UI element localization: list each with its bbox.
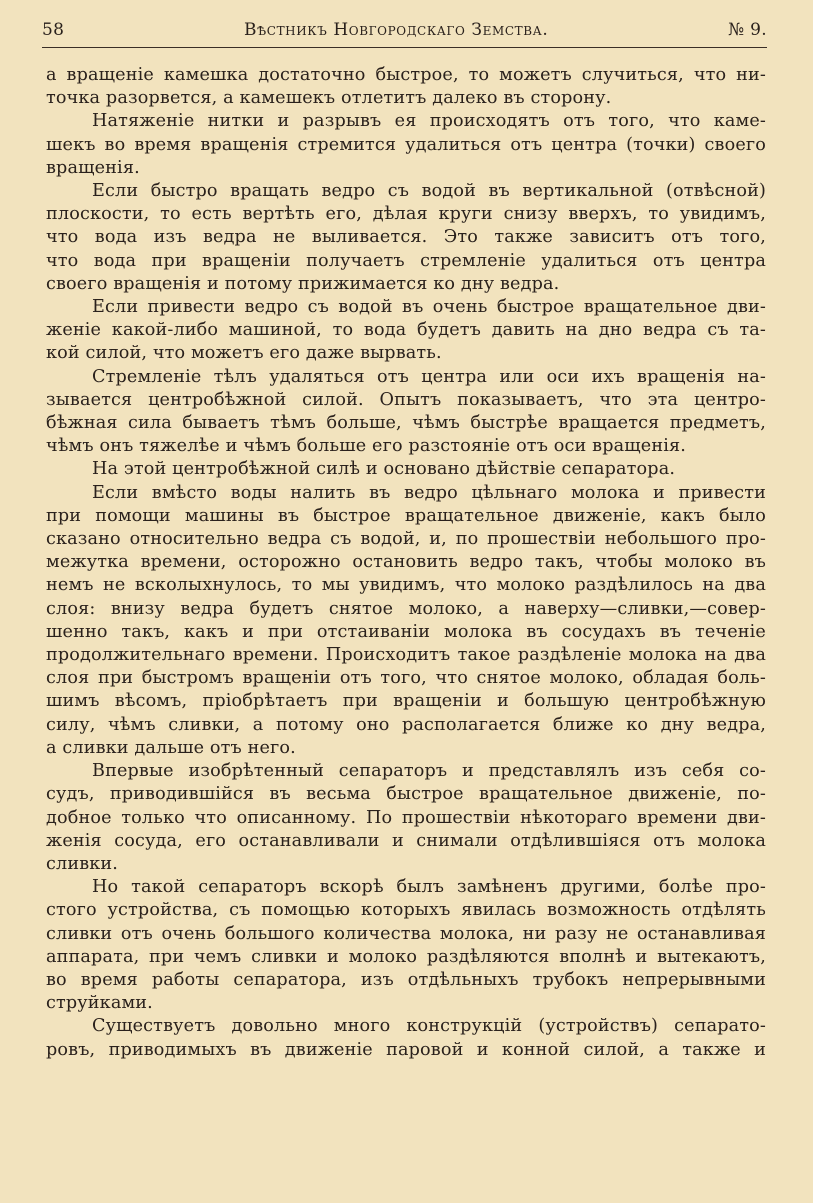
text-line: На этой центробѣжной силѣ и основано дѣйствіе сепаратора. [92, 459, 676, 480]
text-line: стого устройства, съ помощью которыхъ явилась возможность отдѣлять [46, 900, 766, 921]
text-line: Впервые изобрѣтенный сепараторъ и представлялъ изъ себя со- [92, 761, 766, 782]
page-number: 58 [42, 20, 65, 40]
issue-number: № 9. [728, 20, 767, 40]
running-header [42, 20, 767, 48]
text-line: струйками. [46, 993, 153, 1014]
text-line: зывается центробѣжной силой. Опытъ показываетъ, что эта центро- [46, 389, 766, 410]
text-line: что вода при вращеніи получаетъ стремленіе удалиться отъ центра [46, 250, 766, 271]
header-rule [42, 47, 767, 48]
text-line: женіе какой-либо машиной, то вода будетъ давить на дно ведра съ та- [46, 320, 766, 341]
text-line: шекъ во время вращенія стремится удалиться отъ центра (точки) своего [46, 134, 766, 155]
text-line: Если быстро вращать ведро съ водой въ вертикальной (отвѣсной) [92, 181, 766, 202]
text-line: вращенія. [46, 157, 140, 178]
text-line: сливки отъ очень большого количества молока, ни разу не останавливая [46, 923, 766, 944]
text-line: Натяженіе нитки и разрывъ ея происходятъ отъ того, что каме- [92, 111, 766, 132]
text-line: силу, чѣмъ сливки, а потому оно располагается ближе ко дну ведра, [46, 714, 766, 735]
journal-title: Вѣстникъ Новгородскаго Земства. [243, 20, 549, 40]
text-line: добное только что описанному. По прошествіи нѣкотораго времени дви- [46, 807, 766, 828]
text-line: сказано относительно ведра съ водой, и, по прошествіи небольшого про- [46, 529, 766, 550]
article-body [46, 64, 766, 1062]
text-line: а вращеніе камешка достаточно быстрое, то можетъ случиться, что ни- [46, 65, 766, 85]
text-line: судъ, приводившійся въ весьма быстрое вращательное движеніе, по- [46, 784, 766, 805]
text-line: женія сосуда, его останавливали и снимали отдѣлившіяся отъ молока [46, 830, 766, 851]
text-line: что вода изъ ведра не выливается. Это также зависитъ отъ того, [46, 227, 766, 248]
text-line: точка разорвется, а камешекъ отлетитъ далеко въ сторону. [46, 88, 612, 109]
text-line: Существуетъ довольно много конструкцій (устройствъ) сепарато- [92, 1016, 766, 1037]
text-line: слоя: внизу ведра будетъ снятое молоко, а наверху—сливки,—совер- [46, 598, 766, 619]
text-line: сливки. [46, 853, 119, 874]
text-line: слоя при быстромъ вращеніи отъ того, что снятое молоко, обладая боль- [46, 668, 766, 689]
text-line: чѣмъ онъ тяжелѣе и чѣмъ больше его разстояніе отъ оси вращенія. [46, 436, 686, 457]
text-line: аппарата, при чемъ сливки и молоко раздѣляются вполнѣ и вытекаютъ, [46, 946, 766, 967]
text-line: а сливки дальше отъ него. [46, 737, 296, 758]
text-line: Если вмѣсто воды налить въ ведро цѣльнаго молока и привести [92, 482, 766, 503]
text-line: ровъ, приводимыхъ въ движеніе паровой и конной силой, а также и [46, 1039, 766, 1060]
text-line: продолжительнаго времени. Происходитъ такое раздѣленіе молока на два [46, 645, 766, 666]
text-line: Если привести ведро съ водой въ очень быстрое вращательное дви- [92, 297, 766, 318]
text-line: бѣжная сила бываетъ тѣмъ больше, чѣмъ быстрѣе вращается предметъ, [46, 413, 766, 434]
text-line: шенно такъ, какъ и при отстаиваніи молока въ сосудахъ въ теченіе [46, 621, 766, 642]
text-line: Стремленіе тѣлъ удаляться отъ центра или оси ихъ вращенія на- [92, 366, 766, 387]
text-line: во время работы сепаратора, изъ отдѣльныхъ трубокъ непрерывными [46, 969, 766, 990]
text-line: при помощи машины въ быстрое вращательное движеніе, какъ было [46, 505, 766, 526]
text-line: немъ не всколыхнулось, то мы увидимъ, что молоко раздѣлилось на два [46, 575, 766, 596]
text-line: плоскости, то есть вертѣть его, дѣлая круги снизу вверхъ, то увидимъ, [46, 204, 766, 225]
text-line: межутка времени, осторожно остановить ведро такъ, чтобы молоко въ [46, 552, 766, 573]
text-line: кой силой, что можетъ его даже вырвать. [46, 343, 442, 364]
text-line: Но такой сепараторъ вскорѣ былъ замѣненъ другими, болѣе про- [92, 877, 766, 898]
text-line: шимъ вѣсомъ, пріобрѣтаетъ при вращеніи и большую центробѣжную [46, 691, 766, 712]
text-line: своего вращенія и потому прижимается ко дну ведра. [46, 273, 560, 294]
